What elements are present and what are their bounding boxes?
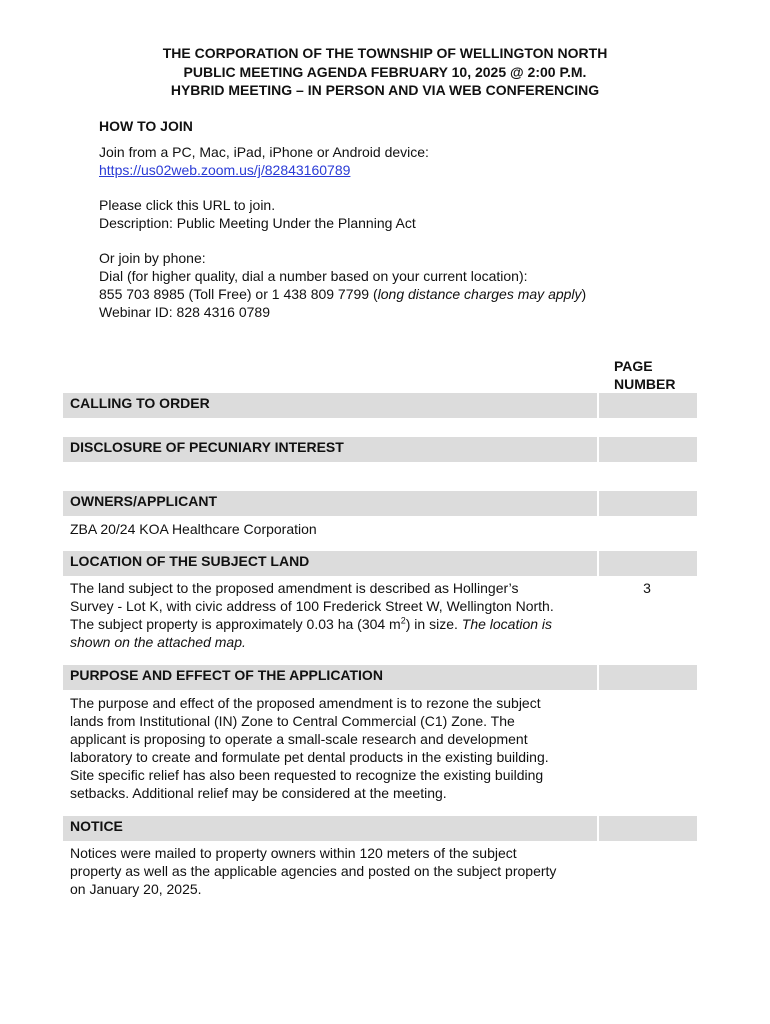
phone-numbers-close: ) [581, 286, 587, 302]
phone-numbers-text: 855 703 8985 (Toll Free) or 1 438 809 7799 ( [99, 286, 378, 302]
superscript-2: 2 [400, 615, 406, 626]
page-number-header-line2: NUMBER [614, 376, 676, 392]
document-header [0, 44, 770, 100]
purpose-description [63, 694, 599, 802]
page-cell [599, 665, 697, 690]
page-number-header-line1: PAGE [614, 358, 653, 374]
page-cell [599, 491, 697, 516]
location-size-text: The subject property is approximately 0.03 ha (304 m [70, 616, 401, 632]
agenda-item-owners-applicant [63, 491, 697, 518]
notice-line: property as well as the applicable agencies and posted on the subject property [70, 863, 557, 879]
page-cell [599, 816, 697, 841]
join-device-text: Join from a PC, Mac, iPad, iPhone or Android device: [99, 144, 429, 160]
notice-line: on January 20, 2025. [70, 881, 202, 897]
location-line: Survey - Lot K, with civic address of 100 Frederick Street W, Wellington North. [70, 598, 554, 614]
agenda-table [63, 393, 697, 898]
meeting-description: Description: Public Meeting Under the Planning Act [99, 215, 416, 231]
page-number-column-header [614, 357, 675, 393]
owners-applicant-row [63, 518, 697, 538]
how-to-join-heading: HOW TO JOIN [99, 118, 193, 134]
purpose-line: applicant is proposing to operate a small-scale research and development [70, 731, 528, 747]
header-line-agenda-date: PUBLIC MEETING AGENDA FEBRUARY 10, 2025 @ 2:00 P.M. [183, 63, 587, 80]
section-title: DISCLOSURE OF PECUNIARY INTEREST [63, 437, 599, 462]
webinar-id: Webinar ID: 828 4316 0789 [99, 304, 270, 320]
section-title: NOTICE [63, 816, 599, 841]
location-map-note-cont: shown on the attached map. [70, 634, 246, 650]
purpose-row [63, 692, 697, 802]
zoom-meeting-link[interactable]: https://us02web.zoom.us/j/82843160789 [99, 162, 351, 178]
section-title: CALLING TO ORDER [63, 393, 599, 418]
section-title: OWNERS/APPLICANT [63, 491, 599, 516]
location-line: The land subject to the proposed amendment is described as Hollinger’s [70, 580, 519, 596]
section-title: PURPOSE AND EFFECT OF THE APPLICATION [63, 665, 599, 690]
header-line-organization: THE CORPORATION OF THE TOWNSHIP OF WELLINGTON NORTH [162, 45, 608, 61]
section-title: LOCATION OF THE SUBJECT LAND [63, 551, 599, 576]
notice-row [63, 843, 697, 898]
agenda-item-notice [63, 816, 697, 843]
notice-description [63, 844, 599, 898]
page-cell [599, 437, 697, 462]
owners-applicant-text: ZBA 20/24 KOA Healthcare Corporation [70, 521, 317, 537]
page-cell [599, 844, 697, 898]
page-cell [599, 694, 697, 802]
agenda-item-purpose-effect [63, 665, 697, 692]
purpose-line: The purpose and effect of the proposed amendment is to rezone the subject [70, 695, 541, 711]
agenda-item-location [63, 551, 697, 578]
dial-instructions: Dial (for higher quality, dial a number based on your current location): [99, 268, 528, 284]
location-row [63, 578, 697, 651]
location-map-note: The location is [461, 616, 553, 632]
long-distance-note: long distance charges may apply [377, 286, 582, 302]
location-description [63, 579, 599, 651]
purpose-line: setbacks. Additional relief may be considered at the meeting. [70, 785, 447, 801]
page-cell [599, 393, 697, 418]
header-line-meeting-format: HYBRID MEETING – IN PERSON AND VIA WEB CONFERENCING [170, 82, 600, 98]
how-to-join-section [99, 117, 719, 321]
purpose-line: Site specific relief has also been requested to recognize the existing building [70, 767, 544, 783]
purpose-line: laboratory to create and formulate pet dental products in the existing building. [70, 749, 549, 765]
purpose-line: lands from Institutional (IN) Zone to Central Commercial (C1) Zone. The [70, 713, 515, 729]
phone-numbers [99, 285, 719, 303]
phone-intro-text: Or join by phone: [99, 250, 206, 266]
page-cell [599, 551, 697, 576]
location-page-number: 3 [643, 580, 651, 596]
agenda-item-calling-to-order [63, 393, 697, 420]
agenda-item-disclosure [63, 437, 697, 464]
notice-line: Notices were mailed to property owners within 120 meters of the subject [70, 845, 517, 861]
click-url-text: Please click this URL to join. [99, 197, 276, 213]
location-size-close: ) in size. [405, 616, 462, 632]
location-line [70, 615, 599, 633]
page-cell [599, 520, 697, 538]
